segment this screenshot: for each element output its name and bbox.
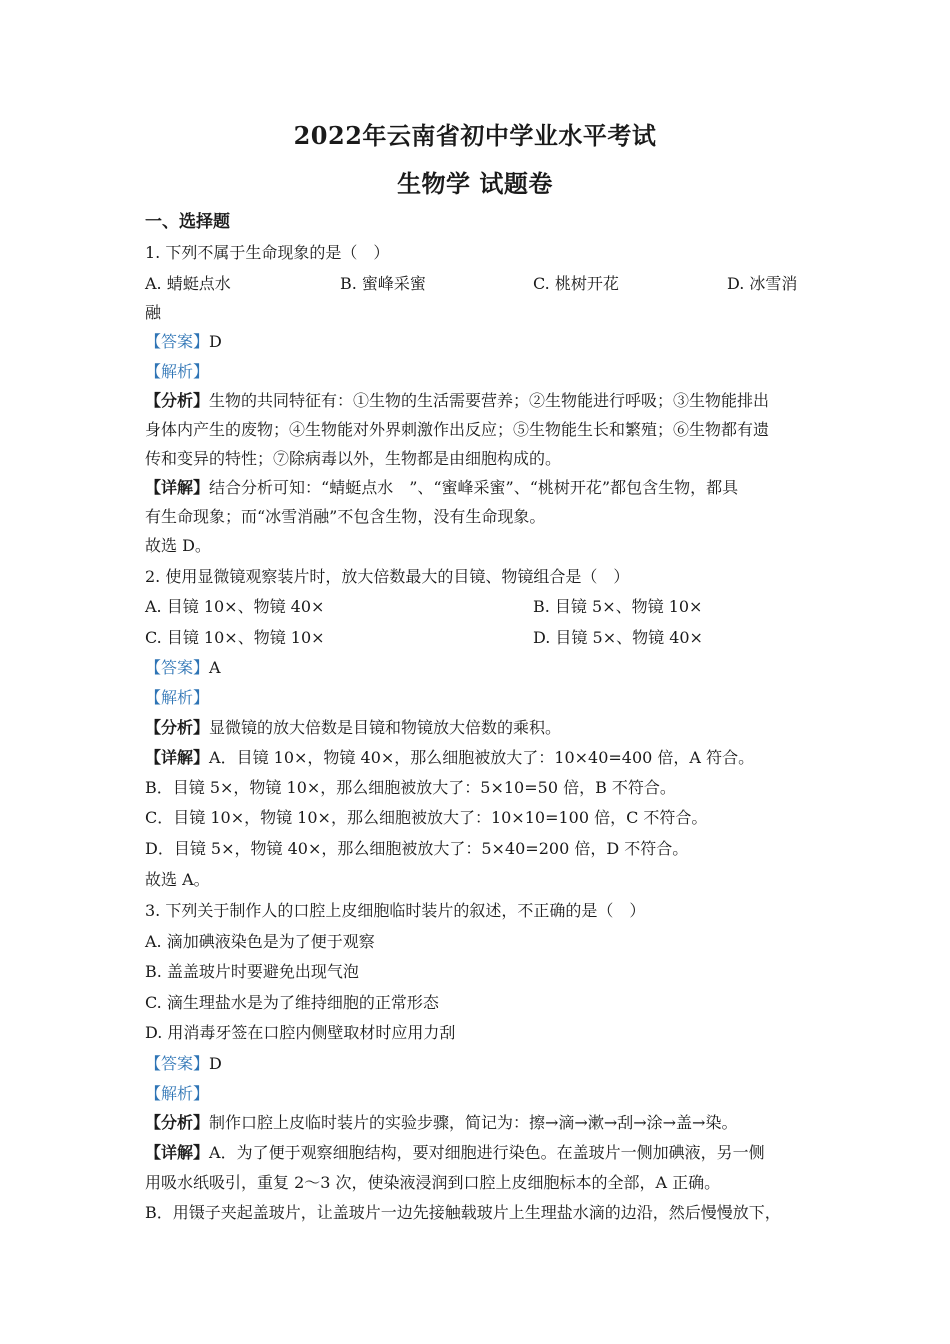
section-heading: 一、选择题	[145, 212, 230, 232]
q1-fenxi-1	[145, 388, 769, 411]
q2-answer	[145, 655, 221, 678]
q1-option-b: B. 蜜峰采蜜	[340, 274, 426, 293]
q2-option-a: A. 目镜 10×、物镜 40×	[145, 597, 325, 616]
fenxi-tag: 【分析】	[145, 718, 210, 737]
q1-fenxi-2: 身体内产生的废物；④生物能对外界刺激作出反应；⑤生物能生长和繁殖；⑥生物都有遗	[145, 420, 770, 439]
q3-xiangjie-1	[145, 1140, 765, 1163]
xiangjie-tag: 【详解】	[145, 1143, 210, 1162]
fenxi-text: 生物的共同特征有：①生物的生活需要营养；②生物能进行呼吸；③生物能排出	[209, 391, 770, 410]
q1-xiangjie-1	[145, 475, 738, 498]
answer-value: D	[209, 332, 222, 351]
q1-jiexi-tag: 【解析】	[145, 362, 210, 381]
fenxi-tag: 【分析】	[145, 1113, 210, 1132]
q1-option-d-wrap: 融	[145, 303, 162, 322]
q2-option-b: B. 目镜 5×、物镜 10×	[533, 597, 703, 616]
q3-answer	[145, 1051, 222, 1074]
answer-tag: 【答案】	[145, 1054, 210, 1073]
q2-stem: 2. 使用显微镜观察装片时，放大倍数最大的目镜、物镜组合是（ ）	[145, 567, 630, 586]
document-subtitle: 生物学 试题卷	[397, 169, 553, 198]
xiangjie-text: A．目镜 10×，物镜 40×，那么细胞被放大了：10×40=400 倍，A 符合。	[209, 748, 755, 767]
xiangjie-tag: 【详解】	[145, 478, 210, 497]
q3-jiexi-tag: 【解析】	[145, 1084, 210, 1103]
q3-option-b: B. 盖盖玻片时要避免出现气泡	[145, 962, 359, 981]
xiangjie-text: 结合分析可知：“蜻蜓点水 ”、“蜜峰采蜜”、“桃树开花”都包含生物，都具	[209, 478, 739, 497]
fenxi-text: 显微镜的放大倍数是目镜和物镜放大倍数的乘积。	[209, 718, 562, 737]
q3-stem: 3. 下列关于制作人的口腔上皮细胞临时装片的叙述，不正确的是（ ）	[145, 901, 646, 920]
q3-option-a: A. 滴加碘液染色是为了便于观察	[145, 932, 375, 951]
q2-line-c: C．目镜 10×，物镜 10×，那么细胞被放大了：10×10=100 倍，C 不符合。	[145, 808, 708, 827]
q1-xiangjie-2: 有生命现象；而“冰雪消融”不包含生物，没有生命现象。	[145, 507, 546, 526]
xiangjie-text: A．为了便于观察细胞结构，要对细胞进行染色。在盖玻片一侧加碘液，另一侧	[209, 1143, 765, 1162]
q3-option-c: C. 滴生理盐水是为了维持细胞的正常形态	[145, 993, 439, 1012]
document-title: 2022年云南省初中学业水平考试	[293, 121, 657, 150]
q2-guxuan: 故选 A。	[145, 870, 210, 889]
q2-option-d: D. 目镜 5×、物镜 40×	[533, 628, 703, 647]
answer-tag: 【答案】	[145, 658, 210, 677]
q2-line-d: D．目镜 5×，物镜 40×，那么细胞被放大了：5×40=200 倍，D 不符合。	[145, 839, 689, 858]
q3-option-d: D. 用消毒牙签在口腔内侧壁取材时应用力刮	[145, 1023, 456, 1042]
answer-value: D	[209, 1054, 222, 1073]
q1-fenxi-3: 传和变异的特性；⑦除病毒以外，生物都是由细胞构成的。	[145, 449, 562, 468]
answer-value: A	[209, 658, 221, 677]
q1-option-d: D. 冰雪消	[727, 274, 798, 293]
q1-stem: 1. 下列不属于生命现象的是（ ）	[145, 243, 390, 262]
fenxi-tag: 【分析】	[145, 391, 210, 410]
q2-jiexi-tag: 【解析】	[145, 688, 210, 707]
q3-line-b: B．用镊子夹起盖玻片，让盖玻片一边先接触载玻片上生理盐水滴的边沿，然后慢慢放下，	[145, 1203, 781, 1222]
q3-xiangjie-2: 用吸水纸吸引，重复 2～3 次，使染液浸润到口腔上皮细胞标本的全部，A 正确。	[145, 1173, 721, 1192]
xiangjie-tag: 【详解】	[145, 748, 210, 767]
q1-guxuan: 故选 D。	[145, 536, 211, 555]
q2-fenxi-1	[145, 715, 561, 738]
q2-option-c: C. 目镜 10×、物镜 10×	[145, 628, 325, 647]
q2-xiangjie-a	[145, 745, 754, 768]
fenxi-text: 制作口腔上皮临时装片的实验步骤，简记为：擦→滴→漱→刮→涂→盖→染。	[209, 1113, 738, 1132]
q1-answer	[145, 329, 222, 352]
q3-fenxi-1	[145, 1110, 737, 1133]
q1-option-a: A. 蜻蜓点水	[145, 274, 231, 293]
answer-tag: 【答案】	[145, 332, 210, 351]
q1-option-c: C. 桃树开花	[533, 274, 619, 293]
q2-line-b: B．目镜 5×，物镜 10×，那么细胞被放大了：5×10=50 倍，B 不符合。	[145, 778, 676, 797]
